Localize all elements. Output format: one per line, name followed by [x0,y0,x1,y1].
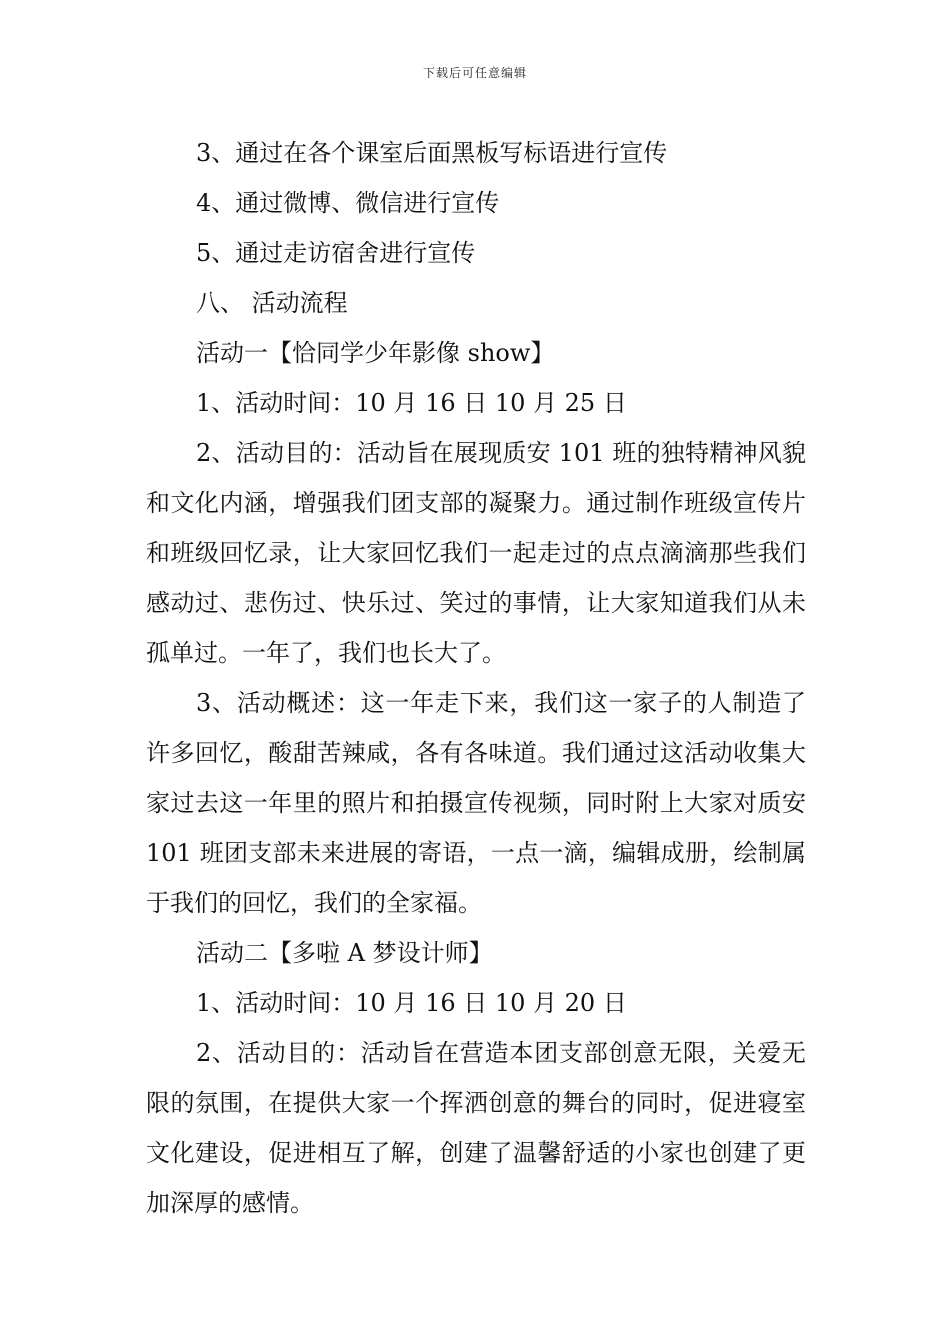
activity-1-purpose: 2、活动目的：活动旨在展现质安 101 班的独特精神风貌和文化内涵，增强我们团支部的凝聚力。通过制作班级宣传片和班级回忆录，让大家回忆我们一起走过的点点滴滴那些我们感动过、悲伤过、快乐过、笑过的事情，让大家知道我们从未孤单过。一年了，我们也长大了。 [146,439,806,667]
activity-2-time: 1、活动时间：10 月 16 日 10 月 20 日 [196,989,627,1017]
publicity-item-4: 4、通过微博、微信进行宣传 [196,189,500,217]
document-body [146,128,806,1228]
publicity-item-3: 3、通过在各个课室后面黑板写标语进行宣传 [196,139,668,167]
section-heading-activity-flow: 八、 活动流程 [196,289,348,317]
publicity-item-5: 5、通过走访宿舍进行宣传 [196,239,476,267]
page-header: 下载后可任意编辑 [422,66,527,80]
activity-1-overview: 3、活动概述：这一年走下来，我们这一家子的人制造了许多回忆，酸甜苦辣咸，各有各味道。我们通过这活动收集大家过去这一年里的照片和拍摄宣传视频，同时附上大家对质安 101 班团支部未来进展的寄语，一点一滴，编辑成册，绘制属于我们的回忆，我们的全家福。 [146,689,806,917]
activity-2-purpose: 2、活动目的：活动旨在营造本团支部创意无限，关爱无限的氛围，在提供大家一个挥洒创意的舞台的同时，促进寝室文化建设，促进相互了解，创建了温馨舒适的小家也创建了更加深厚的感情。 [146,1039,806,1217]
activity-2-title: 活动二【多啦 A 梦设计师】 [196,939,493,967]
activity-1-time: 1、活动时间：10 月 16 日 10 月 25 日 [196,389,627,417]
activity-1-title: 活动一【恰同学少年影像 show】 [196,339,555,367]
